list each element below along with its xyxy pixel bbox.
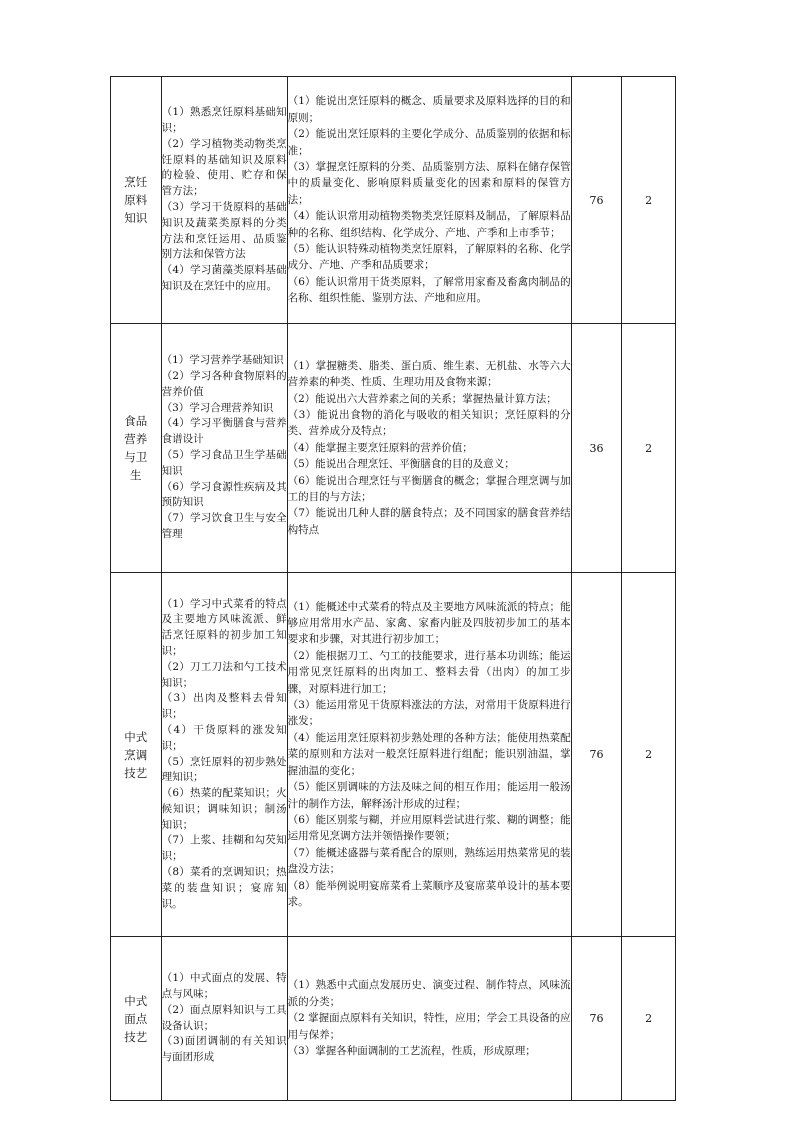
content-item: （7）上浆、挂糊和勾芡知识；: [161, 834, 287, 863]
content-item: （2）学习各种食物原料的营养价值: [161, 370, 287, 398]
requirement-item: （2）能说出烹饪原料的主要化学成分、品质鉴别的依据和标准；: [287, 128, 571, 157]
content-item: （7）学习饮食卫生与安全管理: [161, 512, 287, 540]
requirement-item: （4）能运用烹饪原料初步熟处理的各种方法；能使用热菜配菜的原则和方法对一般烹饪原料进行组配；能识别油温，掌握油温的变化；: [287, 731, 571, 777]
course-name: 烹饪原料知识: [124, 175, 148, 225]
requirement-item: （1）掌握糖类、脂类、蛋白质、维生素、无机盐、水等六大营养素的种类、性质、生理功用及食物来源；: [287, 359, 571, 389]
content-item: （1）学习中式菜肴的特点及主要地方风味流派、鲜活烹饪原料的初步加工知识；: [161, 597, 287, 657]
credits-cell: 2: [622, 937, 676, 1101]
content-item: （6）热菜的配菜知识；火候知识；调味知识；制汤知识；: [161, 787, 287, 831]
requirement-item: （5）能认识特殊动植物类烹饪原料，了解原料的名称、化学成分、产地、产季和品质要求；: [287, 243, 571, 272]
requirement-item: （4）能掌握主要烹饪原料的营养价值；: [287, 441, 473, 454]
curriculum-table: [110, 76, 676, 1101]
table-body: [111, 77, 676, 1101]
requirement-item: （1）能说出烹饪原料的概念、质量要求及原料选择的目的和原则；: [287, 95, 571, 124]
credits-cell: 2: [622, 77, 676, 324]
hours-cell: 76: [571, 937, 622, 1101]
content-item: （3)面团调制的有关知识与面团形成: [161, 1035, 287, 1064]
requirement-item: （5）能区别调味的方法及味之间的相互作用；能运用一般汤汁的制作方法，解释汤汁形成的过程；: [287, 781, 571, 810]
requirement-item: （3）能运用常见干货原料涨法的方法，对常用干货原料进行涨发；: [287, 699, 571, 728]
content-cell: [161, 573, 287, 937]
content-item: （3）学习合理营养知识: [161, 401, 274, 414]
requirement-item: （6）能认识常用干货类原料，了解常用家畜及畜禽肉制品的名称、组织性能、鉴别方法、产地和应用。: [287, 275, 571, 305]
requirement-item: （7）能概述盛器与菜肴配合的原则，熟练运用热菜常见的装盘没方法；: [287, 846, 571, 876]
content-item: （1）熟悉烹饪原料基础知识；: [161, 106, 287, 135]
course-name: 食品营养与卫生: [124, 414, 148, 482]
requirement-item: （1）熟悉中式面点发展历史、演变过程、制作特点，风味流派的分类；: [287, 979, 571, 1008]
course-name: 中式烹调技艺: [124, 729, 148, 780]
table-row: [111, 324, 676, 573]
requirement-item: （3）掌握烹饪原料的分类、品质鉴别方法、原料在储存保管中的质量变化、影响原料质量变化的因素和原料的保管方法；: [287, 160, 571, 206]
content-item: （1）学习营养学基础知识: [161, 354, 284, 367]
content-cell: [161, 324, 287, 573]
table-row: [111, 77, 676, 324]
content-cell: [161, 937, 287, 1101]
content-item: （2）面点原料知识与工具设备认识；: [161, 1003, 287, 1032]
content-item: （5）烹饪原料的初步熟处理知识；: [161, 755, 287, 784]
requirement-item: （3）能说出食物的消化与吸收的相关知识；烹饪原料的分类、营养成分及特点；: [287, 408, 571, 438]
hours-cell: 36: [571, 324, 622, 573]
content-item: （4）学习平衡膳食与营养食谱设计: [161, 417, 287, 446]
course-name-cell: [111, 324, 162, 573]
hours-cell: 76: [571, 573, 622, 937]
credits-cell: 2: [622, 573, 676, 937]
requirement-item: （1）能概述中式菜肴的特点及主要地方风味流派的特点；能够应用常用水产品、家禽、家畜内脏及四肢初步加工的基本要求和步骤，对其进行初步加工；: [287, 600, 571, 646]
content-item: （3）学习干货原料的基础知识及蔬菜类原料的分类方法和烹饪运用、品质鉴别方法和保管方法: [161, 201, 287, 261]
credits-cell: 2: [622, 324, 676, 573]
table-row: [111, 573, 676, 937]
requirement-item: （2）能根据刀工、勺工的技能要求，进行基本功训练；能运用常见烹饪原料的出肉加工、整料去骨（出肉）的加工步骤，对原料进行加工；: [287, 649, 571, 695]
requirement-item: （2）能说出六大营养素之间的关系；掌握热量计算方法；: [287, 392, 557, 405]
hours-cell: 76: [571, 77, 622, 324]
requirements-cell: [287, 573, 571, 937]
requirement-item: （4）能认识常用动植物类物类烹饪原料及制品，了解原料品种的名称、组织结构、化学成分、产地、产季和上市季节；: [287, 210, 571, 239]
requirements-cell: [287, 77, 571, 324]
course-name: 中式面点技艺: [124, 993, 148, 1044]
table-row: [111, 937, 676, 1101]
course-name-cell: [111, 937, 162, 1101]
content-item: （5）学习食品卫生学基础知识: [161, 449, 287, 477]
requirement-item: （6）能说出合理烹饪与平衡膳食的概念；掌握合理烹调与加工的目的与方法；: [287, 474, 571, 504]
content-item: （1）中式面点的发展、特点与风味；: [161, 972, 287, 1000]
content-cell: [161, 77, 287, 324]
requirements-cell: [287, 937, 571, 1101]
content-item: （6）学习食源性疾病及其预防知识: [161, 480, 287, 509]
requirement-item: （2 掌握面点原料有关知识，特性，应用；学会工具设备的应用与保养；: [287, 1012, 571, 1041]
content-item: （3）出肉及整料去骨知识；: [161, 692, 287, 721]
content-item: （2）刀工刀法和勺工技术知识；: [161, 660, 287, 689]
course-name-cell: [111, 573, 162, 937]
requirements-cell: [287, 324, 571, 573]
content-item: （8）菜肴的烹调知识；热菜的装盘知识；宴席知识。: [161, 866, 287, 910]
requirement-item: （8）能举例说明宴席菜肴上菜顺序及宴席菜单设计的基本要求。: [287, 879, 571, 908]
content-item: （4）学习菌藻类原料基础知识及在烹饪中的应用。: [161, 264, 287, 292]
course-name-cell: [111, 77, 162, 324]
content-item: （2）学习植物类动物类烹饪原料的基础知识及原料的检验、使用、贮存和保管方法；: [161, 137, 287, 198]
content-item: （4）干货原料的涨发知识；: [161, 723, 287, 752]
requirement-item: （3）掌握各种面调制的工艺流程，性质，形成原理；: [287, 1045, 536, 1058]
requirement-item: （6）能区别浆与糊，并应用原料尝试进行浆、糊的调整；能运用常见烹调方法并领悟操作要领；: [287, 813, 571, 843]
requirement-item: （5）能说出合理烹饪、平衡膳食的目的及意义；: [287, 458, 515, 471]
requirement-item: （7）能说出几种人群的膳食特点；及不同国家的膳食营养结构特点: [287, 507, 571, 536]
